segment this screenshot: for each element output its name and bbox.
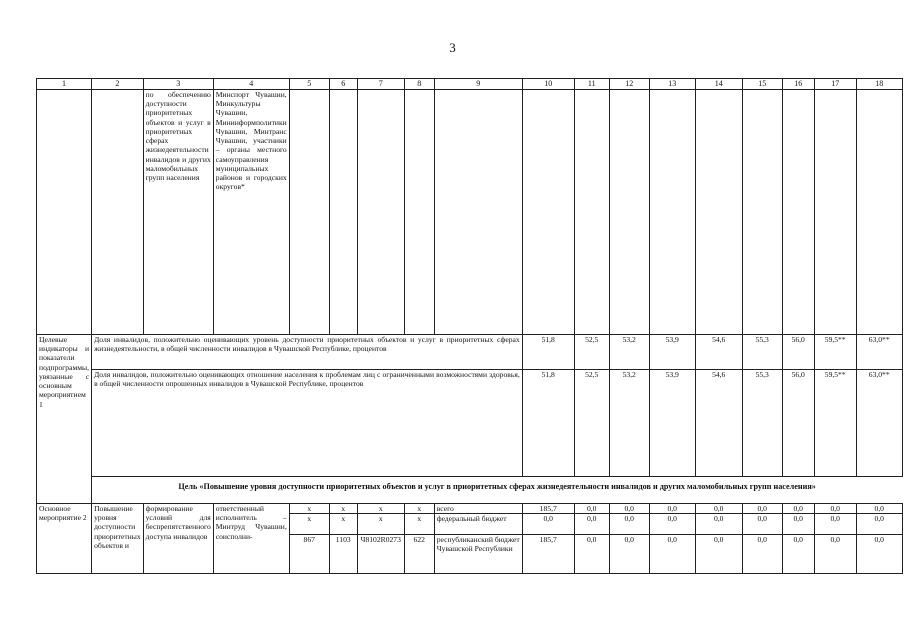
expense-code: 622: [404, 535, 434, 574]
indicator-row: [37, 334, 903, 369]
col-num: 4: [213, 79, 289, 90]
goal-row: [37, 476, 903, 503]
section-code: x: [329, 514, 357, 535]
target-code: x: [357, 514, 404, 535]
col-num: 14: [695, 79, 742, 90]
col-num: 7: [357, 79, 404, 90]
col-num: 9: [434, 79, 522, 90]
col-num: 16: [782, 79, 814, 90]
funding-value: 0,0: [856, 503, 902, 513]
indicator-value: 52,5: [574, 369, 609, 476]
executors-cell: Минспорт Чувашии, Минкультуры Чувашии, Mининформполитики Чувашии, Минтранс Чувашии, участники – органы местного самоуправления муниципальных районов и городских округов*: [213, 89, 289, 334]
col-num: 10: [522, 79, 574, 90]
funding-value: 0,0: [742, 503, 782, 513]
event-description-cell: по обеспечению доступности приоритетных объектов и услуг в приоритетных сферах жизнедеятельности инвалидов и других маломобильных групп населения: [143, 89, 213, 334]
program-table: [36, 78, 903, 574]
indicators-label: Целевые индикаторы и показатели подпрограммы, увязанные с основным мероприятием 1: [37, 334, 92, 503]
indicator-value: 63,0**: [856, 334, 902, 369]
funding-value: 0,0: [695, 535, 742, 574]
column-number-row: [37, 79, 903, 90]
event-description: формирование условий для беспрепятственного доступа инвалидов: [143, 503, 213, 573]
event-purpose: Повышение уровня доступности приоритетных объектов и: [92, 503, 144, 573]
col-num: 8: [404, 79, 434, 90]
indicator-value: 54,6: [695, 334, 742, 369]
indicator-value: 52,5: [574, 334, 609, 369]
funding-value: 0,0: [782, 503, 814, 513]
funding-value: 185,7: [522, 503, 574, 513]
indicator-value: 53,2: [609, 334, 649, 369]
funding-source: федеральный бюджет: [434, 514, 522, 535]
indicator-value: 56,0: [782, 334, 814, 369]
funding-value: 0,0: [782, 514, 814, 535]
funding-value: 0,0: [609, 514, 649, 535]
funding-value: 0,0: [814, 503, 856, 513]
col-num: 11: [574, 79, 609, 90]
page-number: 3: [449, 40, 456, 55]
indicator-value: 59,5**: [814, 334, 856, 369]
funding-value: 185,7: [522, 535, 574, 574]
indicator-value: 54,6: [695, 369, 742, 476]
indicator-value: 51,8: [522, 369, 574, 476]
gr-code: 867: [289, 535, 329, 574]
col-num: 1: [37, 79, 92, 90]
indicator-value: 59,5**: [814, 369, 856, 476]
col-num: 5: [289, 79, 329, 90]
funding-value: 0,0: [609, 535, 649, 574]
funding-value: 0,0: [649, 514, 695, 535]
goal-heading: Цель «Повышение уровня доступности приоритетных объектов и услуг в приоритетных сферах жизнедеятельности инвалидов и других маломобильных групп населения»: [92, 476, 903, 503]
expense-code: x: [404, 503, 434, 513]
indicator-text: Доля инвалидов, положительно оценивающих отношение населения к проблемам лиц с ограниченными возможностями здоровья, в общей численности опрошенных инвалидов в Чувашской Республике, процентов: [92, 369, 523, 476]
event-executor: ответственный исполнитель – Минтруд Чувашии, соисполни-: [213, 503, 289, 573]
indicator-value: 56,0: [782, 369, 814, 476]
section-code: 1103: [329, 535, 357, 574]
program-table-frame: [36, 78, 903, 574]
funding-value: 0,0: [574, 514, 609, 535]
col-num: 6: [329, 79, 357, 90]
indicator-row: [37, 369, 903, 476]
indicator-value: 51,8: [522, 334, 574, 369]
gr-code: x: [289, 514, 329, 535]
indicator-value: 53,2: [609, 369, 649, 476]
funding-value: 0,0: [609, 503, 649, 513]
funding-value: 0,0: [574, 503, 609, 513]
continuation-row: [37, 89, 903, 334]
funding-value: 0,0: [522, 514, 574, 535]
funding-value: 0,0: [649, 535, 695, 574]
section-code: x: [329, 503, 357, 513]
funding-value: 0,0: [742, 514, 782, 535]
funding-value: 0,0: [742, 535, 782, 574]
expense-code: x: [404, 514, 434, 535]
funding-source: всего: [434, 503, 522, 513]
funding-source: республиканский бюджет Чувашской Республики: [434, 535, 522, 574]
funding-value: 0,0: [695, 514, 742, 535]
col-num: 12: [609, 79, 649, 90]
funding-value: 0,0: [649, 503, 695, 513]
indicator-value: 55,3: [742, 334, 782, 369]
funding-value: 0,0: [695, 503, 742, 513]
indicator-value: 53,9: [649, 334, 695, 369]
event-name: Основное мероприятие 2: [37, 503, 92, 573]
gr-code: x: [289, 503, 329, 513]
indicator-value: 63,0**: [856, 369, 902, 476]
col-num: 15: [742, 79, 782, 90]
target-code: x: [357, 503, 404, 513]
indicator-value: 55,3: [742, 369, 782, 476]
col-num: 13: [649, 79, 695, 90]
funding-value: 0,0: [574, 535, 609, 574]
col-num: 3: [143, 79, 213, 90]
target-code: Ч8102R0273: [357, 535, 404, 574]
col-num: 2: [92, 79, 144, 90]
funding-value: 0,0: [856, 514, 902, 535]
funding-value: 0,0: [856, 535, 902, 574]
funding-value: 0,0: [782, 535, 814, 574]
col-num: 18: [856, 79, 902, 90]
indicator-value: 53,9: [649, 369, 695, 476]
funding-value: 0,0: [814, 535, 856, 574]
funding-value: 0,0: [814, 514, 856, 535]
col-num: 17: [814, 79, 856, 90]
indicator-text: Доля инвалидов, положительно оценивающих уровень доступности приоритетных объектов и услуг в приоритетных сферах жизнедеятельности, в общей численности инвалидов в Чувашской Республике, процентов: [92, 334, 523, 369]
event-row: [37, 503, 903, 513]
